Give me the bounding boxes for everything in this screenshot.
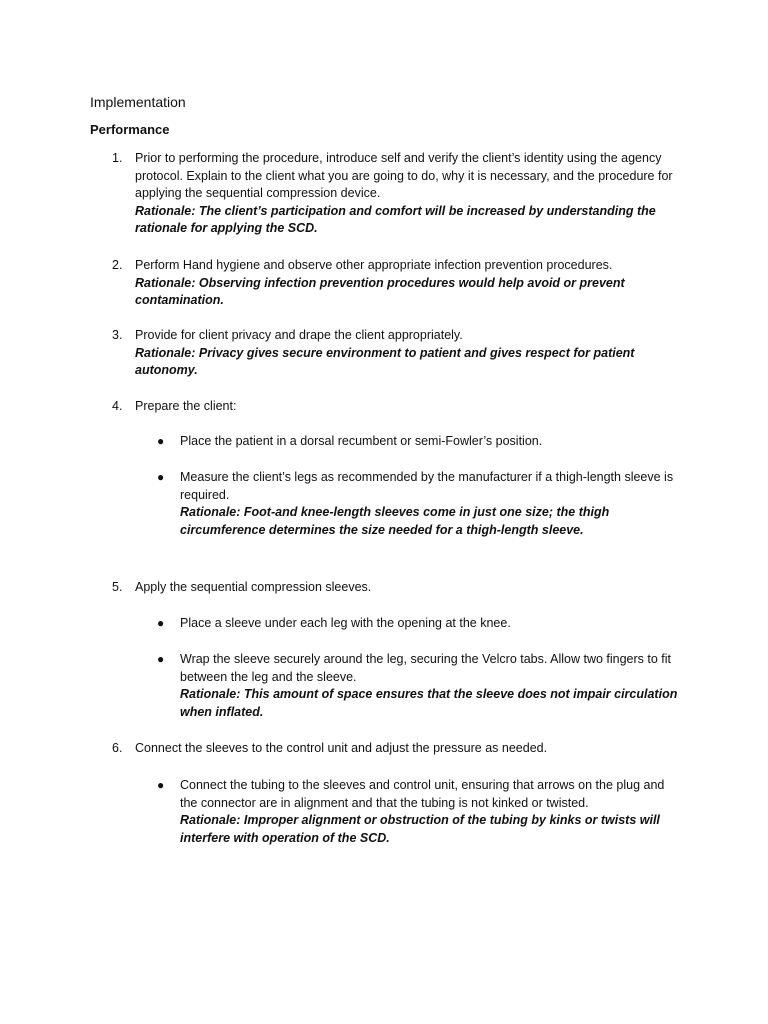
step-body (135, 579, 680, 597)
step-body (135, 740, 680, 758)
step-text: Provide for client privacy and drape the client appropriately. (135, 328, 463, 342)
step-text: Connect the sleeves to the control unit and adjust the pressure as needed. (135, 741, 548, 755)
step-text: Perform Hand hygiene and observe other appropriate infection prevention procedures. (135, 258, 613, 272)
step-rationale: Rationale: The client’s participation and comfort will be increased by understanding the rationale for applying the SCD. (135, 203, 656, 235)
step-text: Apply the sequential compression sleeves. (135, 580, 372, 594)
step-number: 4. (112, 399, 123, 413)
section-title: Implementation (90, 94, 186, 110)
step-number: 1. (112, 151, 123, 165)
step-body (135, 257, 680, 310)
bullet-body (180, 469, 680, 539)
step-number: 6. (112, 741, 123, 755)
step-number: 2. (112, 258, 123, 272)
step-text: Prior to performing the procedure, introduce self and verify the client’s identity using the agency protocol. Explain to the client what you are going to do, why it is necessary, and the procedure for applying the sequential compression device. (135, 151, 673, 200)
bullet-text: Place a sleeve under each leg with the opening at the knee. (180, 616, 511, 630)
bullet-icon: ● (157, 652, 165, 666)
step-body (135, 150, 680, 238)
step-body (135, 398, 680, 416)
subsection-title: Performance (90, 122, 170, 137)
bullet-icon: ● (157, 434, 165, 448)
step-rationale: Rationale: Observing infection prevention procedures would help avoid or prevent contamination. (135, 275, 625, 307)
step-rationale: Rationale: Privacy gives secure environment to patient and gives respect for patient autonomy. (135, 345, 635, 377)
bullet-body (180, 433, 680, 451)
bullet-text: Place the patient in a dorsal recumbent or semi-Fowler’s position. (180, 434, 543, 448)
bullet-body (180, 651, 680, 721)
bullet-body (180, 615, 680, 633)
step-body (135, 327, 680, 380)
step-number: 5. (112, 580, 123, 594)
bullet-rationale: Rationale: Foot-and knee-length sleeves come in just one size; the thigh circumference determines the size needed for a thigh-length sleeve. (180, 505, 610, 537)
bullet-icon: ● (157, 470, 165, 484)
bullet-rationale: Rationale: This amount of space ensures that the sleeve does not impair circulation when inflated. (180, 687, 678, 719)
bullet-icon: ● (157, 778, 165, 792)
step-number: 3. (112, 328, 123, 342)
bullet-rationale: Rationale: Improper alignment or obstruction of the tubing by kinks or twists will interfere with operation of the SCD. (180, 813, 660, 845)
bullet-icon: ● (157, 616, 165, 630)
bullet-body (180, 777, 680, 847)
bullet-text: Wrap the sleeve securely around the leg, securing the Velcro tabs. Allow two fingers to fit between the leg and the sleeve. (180, 652, 672, 684)
bullet-text: Connect the tubing to the sleeves and control unit, ensuring that arrows on the plug and the connector are in alignment and that the tubing is not kinked or twisted. (180, 778, 665, 810)
bullet-text: Measure the client’s legs as recommended by the manufacturer if a thigh-length sleeve is required. (180, 470, 674, 502)
step-text: Prepare the client: (135, 399, 237, 413)
